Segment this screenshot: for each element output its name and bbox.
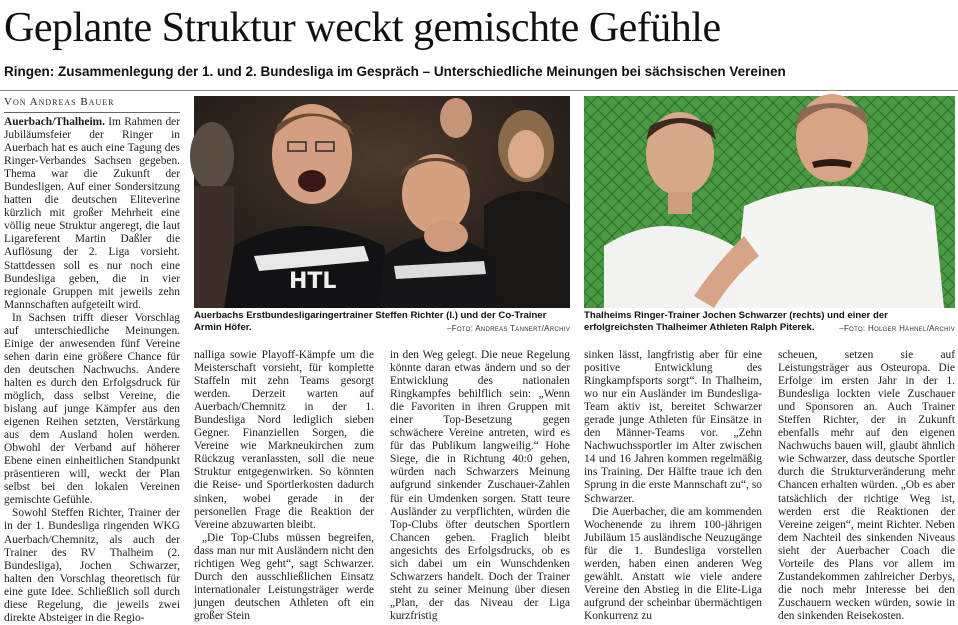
paragraph: In Sachsen trifft dieser Vorschlag auf unterschiedliche Meinungen. Einige der anwesenden fünf Vereine sehen darin eine größere Chance für den deutschen Nachwuchs. Andere halten es durch den Erfolgsdruck für möglich, dass selbst Vereine, die bislang auf junge Kämpfer aus den eigenen Reihen setzten, Verstärkung aus dem Ausland holen werden. Obwohl der Verband auf höherer Ebene einen einheitlichen Standpunkt präsentieren will, weckt der Plan selbst bei den lokalen Vereinen gemischte Gefühle. — [4, 311, 180, 507]
text-column-2 — [194, 349, 374, 622]
photo2-caption — [584, 310, 955, 335]
paragraph: Sowohl Steffen Richter, Trainer der in der 1. Bundesliga ringenden WKG Auerbach/Chemnitz, als auch der Trainer des RV Thalheim (2. Bundesliga), Jochen Schwarzer, halten den Vorschlag theoretisch für eine gute Idee. Schließlich soll durch diese Regelung, die jeweils zwei direkte Absteiger in die Regio- — [4, 507, 180, 624]
photo-schwarzer-piterek — [584, 96, 955, 308]
photo1-credit: –Foto: Andreas Tannert/Archiv — [446, 324, 570, 333]
paragraph: „Die Top-Clubs müssen begreifen, dass man nur mit Ausländern nicht den richtigen Weg geht“, sagt Schwarzer. Durch den ausschließlichen Einsatz internationaler Leistungsträger werde jungen deutschen Athleten oft ein großer Stein — [194, 531, 374, 622]
photo2-credit: –Foto: Holger Hähnel/Archiv — [839, 324, 955, 333]
photo1-caption — [194, 310, 570, 335]
paragraph-text: Im Rahmen der Jubiläumsfeier der Ringer in Auerbach hat es auch eine Tagung des Ringer-Verbandes Sachsen gegeben. Thema war die Zukunft der Bundesligen. Auf einer Sondersitzung hatten die deutschen Eliteverine kürzlich mit großer Mehrheit eine völlig neue Struktur angeregt, die laut Ligareferent Martin Daßler die Auflösung der 2. Liga vorsieht. Stattdessen soll es nur noch eine Bundesliga geben, die in vier regionale Gruppen mit jeweils zehn Mannschaften aufgeteilt wird. — [4, 116, 180, 311]
photo-richter-hoefer — [194, 96, 570, 308]
paragraph: nalliga sowie Playoff-Kämpfe um die Meisterschaft vorsieht, für komplette Staffeln mit zehn Teams gesorgt werden. Derzeit warten auf Auerbach/Chemnitz in der 1. Bundesliga Nord lediglich sieben Gegner. Finanziellen Sorgen, die Vereine wie Markneukirchen zum Rückzug veranlassten, soll die neue Struktur entgegenwirken. So könnten die Reise- und Sportlerkosten dadurch sinken, wobei gerade in der personellen Frage die Reaktion der Vereine abzuwarten bleibt. — [194, 349, 374, 531]
paragraph: scheuen, setzen sie auf Leistungsträger aus Osteuropa. Die Erfolge im ersten Jahr in der 1. Bundesliga lockten viele Zuschauer und Sponsoren an. Auch Trainer Steffen Richter, der in Zukunft ebenfalls mehr auf den eigenen Nachwuchs bauen will, glaubt ähnlich wie Schwarzer, dass deutsche Sportler durch die Strukturveränderung mehr Chancen erhalten würden. „Ob es aber tatsächlich der richtige Weg ist, werden erst die Reaktionen der Vereine zeigen“, meint Richter. Neben dem Nachteil des sinkenden Niveaus sieht der Auerbacher Coach die Vorteile des Plans vor allem im Zustandekommen zahlreicher Derbys, die noch mehr Interesse bei den Zuschauern wecken würden, sowie in den sinkenden Reisekosten. — [778, 349, 955, 622]
photo-illustration — [194, 96, 570, 308]
header-divider — [0, 90, 958, 91]
caption-text: Thalheims Ringer-Trainer Jochen Schwarzer (rechts) und einer der erfolgreichsten Thalheimer Athleten Ralph Piterek. — [584, 310, 888, 333]
dateline: Auerbach/Thalheim. — [4, 116, 105, 128]
paragraph: sinken lässt, langfristig aber für eine positive Entwicklung des Ringkampfsports sorgt“. In Thalheim, wo nur ein Ausländer im Bundesliga-Team aktiv ist, bereitet Schwarzer gerade junge Athleten für Einsätze in den Männer-Teams vor. „Zehn Nachwuchssportler im Alter zwischen 14 und 16 Jahren kommen regelmäßig ins Training. Der Hälfte traue ich den Sprung in die erste Mannschaft zu“, so Schwarzer. — [584, 349, 762, 505]
text-column-5 — [778, 349, 955, 622]
paragraph — [4, 116, 180, 312]
article-subheadline: Ringen: Zusammenlegung der 1. und 2. Bundesliga im Gespräch – Unterschiedliche Meinungen bei sächsischen Vereinen — [4, 64, 786, 79]
shirt-lettering: HTL — [289, 269, 337, 294]
text-column-3 — [390, 349, 570, 622]
article-headline: Geplante Struktur weckt gemischte Gefühle — [4, 5, 721, 51]
byline-divider — [4, 112, 180, 113]
paragraph: Die Auerbacher, die am kommenden Wochenende zu ihrem 100-jährigen Jubiläum 15 ausländische Neuzugänge für die 1. Bundesliga vorstellen werden, haben einen anderen Weg gewählt. Anstatt wie viele andere Vereine den Abstieg in die Elite-Liga aufgrund der scheinbar übermächtigen Konkurrenz zu — [584, 505, 762, 622]
text-column-1 — [4, 116, 180, 624]
byline: Von Andreas Bauer — [4, 96, 115, 108]
text-column-4 — [584, 349, 762, 622]
paragraph: in den Weg gelegt. Die neue Regelung könnte daran etwas ändern und so der Entwicklung des nationalen Ringkampfes behilflich sein: „Wenn die Favoriten in ihren Gruppen mit einer Top-Besetzung gegen schwächere Vereine antreten, wird es für das Publikum langweilig.“ Hohe Siege, die in Richtung 40:0 gehen, würden nach Schwarzers Meinung aufgrund sinkender Zuschauer-Zahlen für ein Umdenken sorgen. Statt teure Ausländer zu verpflichten, würden die Top-Clubs öfter deutschen Sportlern Chancen geben. Fraglich bleibt angesichts des Erfolgsdrucks, ob es sich dabei um ein Wunschdenken Schwarzers handelt. Doch der Trainer steht zu seiner Meinung über diesen „Plan, der das Niveau der Liga kurzfristig — [390, 349, 570, 622]
photo-illustration — [584, 96, 955, 308]
caption-text: Auerbachs Erstbundesligaringertrainer Steffen Richter (l.) und der Co-Trainer Armin Höfer. — [194, 310, 547, 333]
